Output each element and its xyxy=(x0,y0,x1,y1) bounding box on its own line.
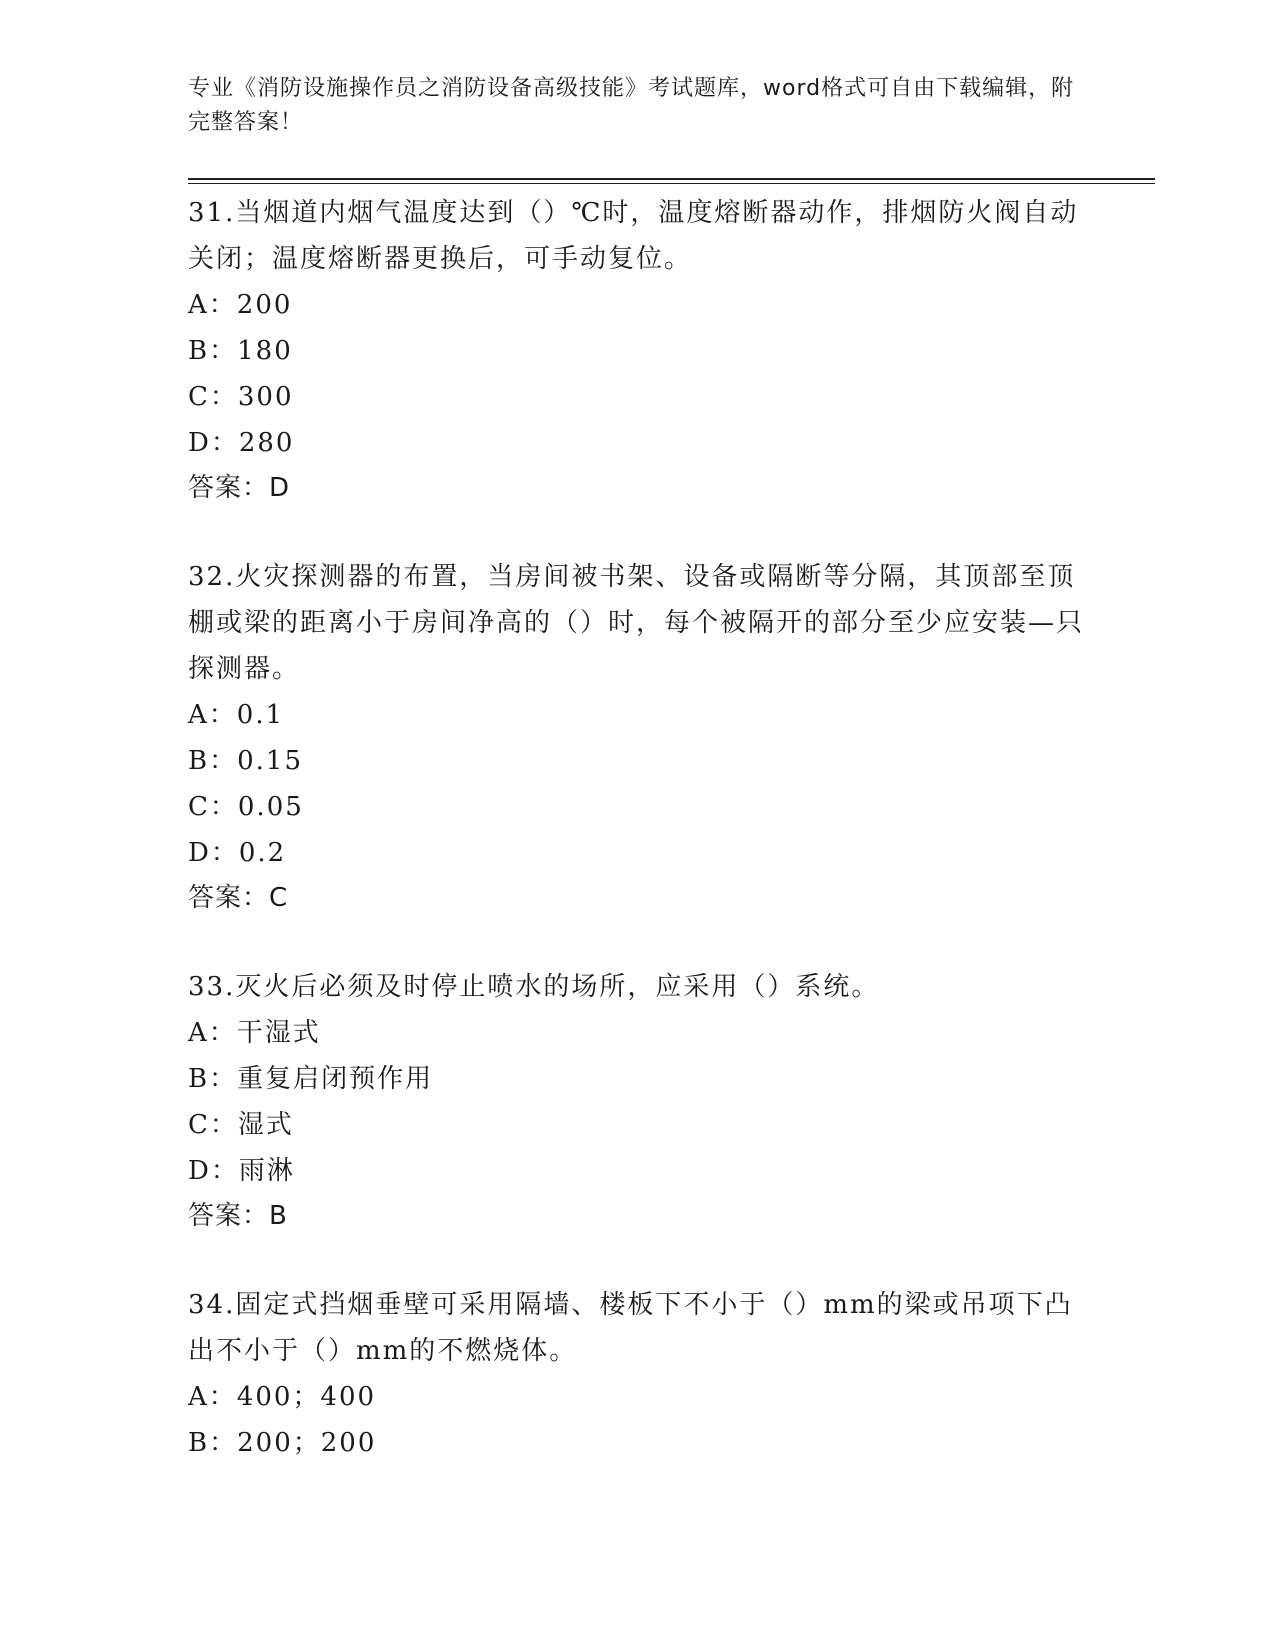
question-stem: 31.当烟道内烟气温度达到（）℃时，温度熔断器动作，排烟防火阀自动关闭；温度熔断器更换后，可手动复位。 xyxy=(188,198,1079,274)
option-b: B：重复启闭预作用 xyxy=(188,1064,434,1094)
question-gap xyxy=(188,510,1088,554)
question-stem: 32.火灾探测器的布置，当房间被书架、设备或隔断等分隔，其顶部至顶棚或梁的距离小于房间净高的（）时，每个被隔开的部分至少应安装—只探测器。 xyxy=(188,562,1085,684)
option-c: C：0.05 xyxy=(188,792,304,822)
option-d: D：雨淋 xyxy=(188,1156,295,1186)
option-b: B：0.15 xyxy=(188,746,303,776)
header-divider-thin xyxy=(188,183,1155,184)
question-stem: 33.灭火后必须及时停止喷水的场所，应采用（）系统。 xyxy=(188,972,880,1002)
answer: 答案：C xyxy=(188,883,289,913)
page-header: 专业《消防设施操作员之消防设备高级技能》考试题库，word格式可自由下载编辑，附完整答案！ xyxy=(188,76,1075,135)
option-b: B：200；200 xyxy=(188,1428,377,1458)
question-31 xyxy=(188,190,1088,510)
option-a: A：200 xyxy=(188,290,293,320)
answer: 答案：D xyxy=(188,473,291,503)
question-stem: 34.固定式挡烟垂壁可采用隔墙、楼板下不小于（）mm的梁或吊项下凸出不小于（）mm的不燃烧体。 xyxy=(188,1290,1073,1366)
question-33 xyxy=(188,964,1088,1238)
option-a: A：干湿式 xyxy=(188,1018,321,1048)
option-a: A：0.1 xyxy=(188,700,285,730)
question-gap xyxy=(188,920,1088,964)
option-b: B：180 xyxy=(188,336,293,366)
question-32 xyxy=(188,554,1088,920)
header-divider-thick xyxy=(188,178,1155,180)
option-c: C：300 xyxy=(188,382,294,412)
option-c: C：湿式 xyxy=(188,1110,294,1140)
option-d: D：280 xyxy=(188,428,295,458)
option-d: D：0.2 xyxy=(188,838,287,868)
answer: 答案：B xyxy=(188,1201,288,1231)
question-gap xyxy=(188,1238,1088,1282)
question-list xyxy=(188,190,1088,1466)
option-a: A：400；400 xyxy=(188,1382,377,1412)
question-34 xyxy=(188,1282,1088,1466)
